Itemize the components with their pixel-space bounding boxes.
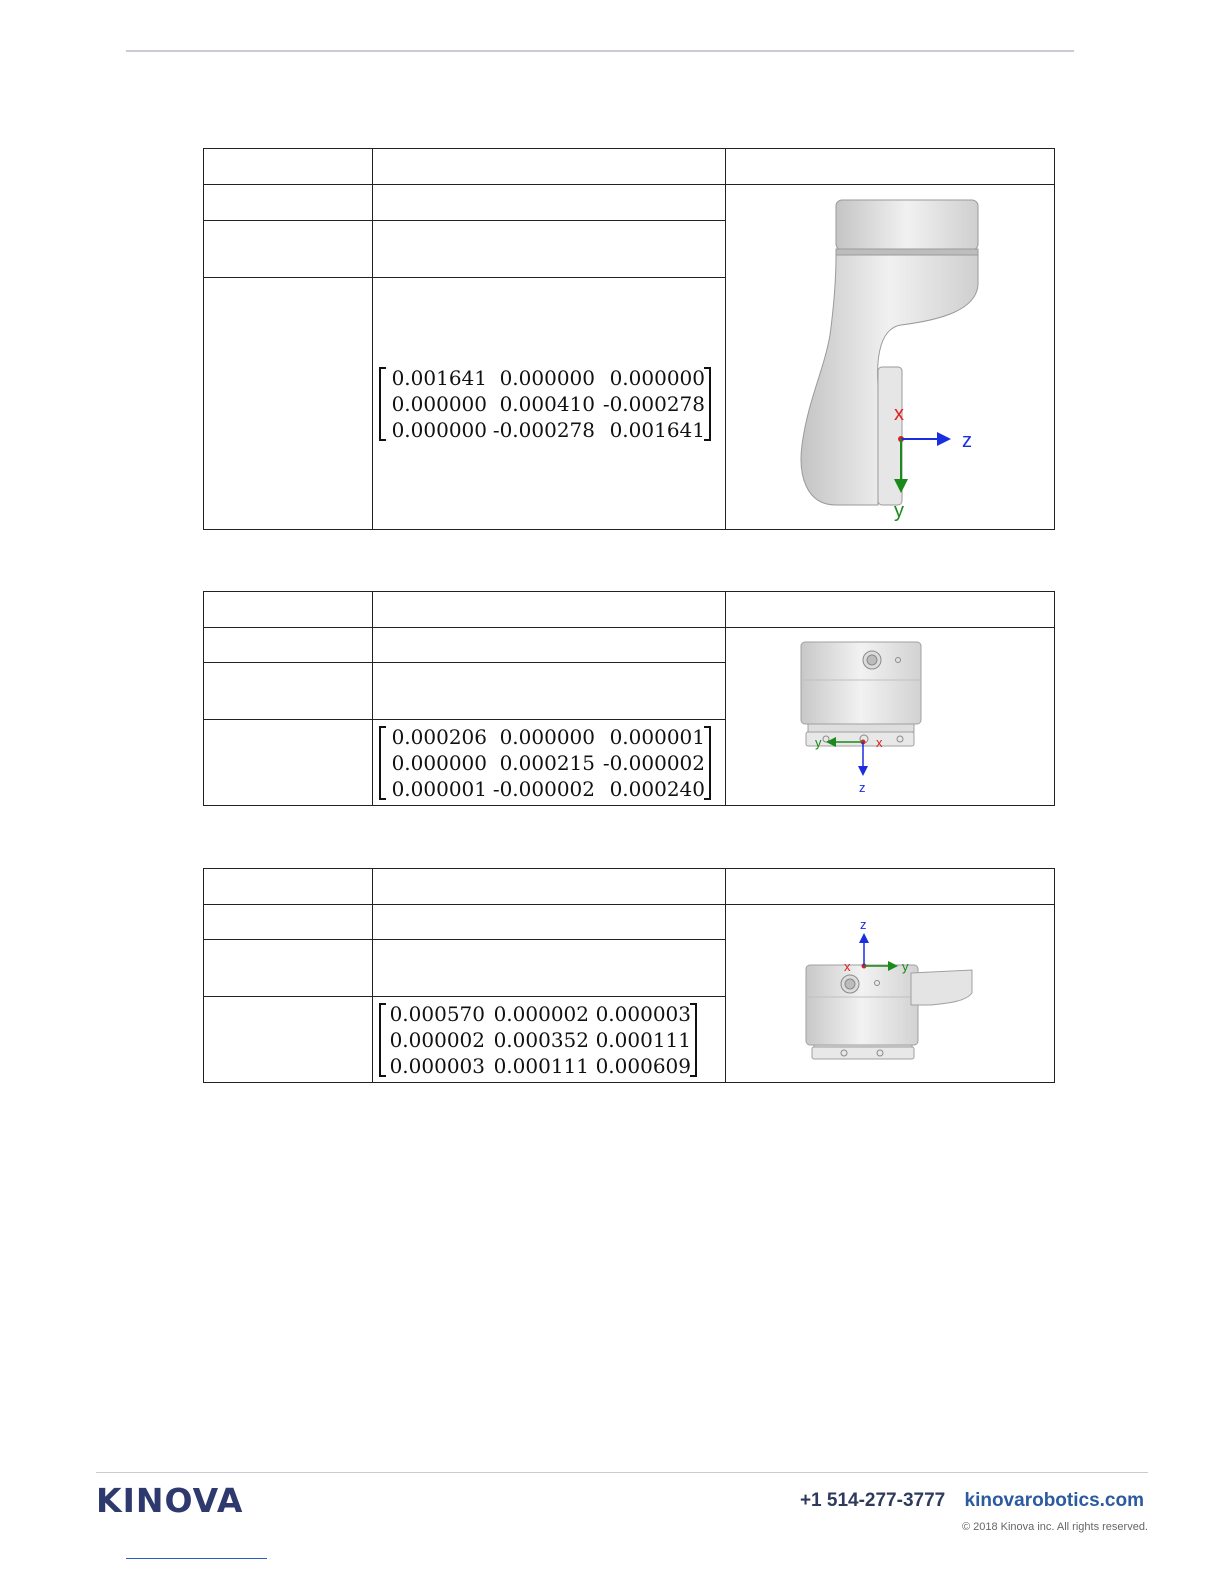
inertia-matrix (379, 724, 711, 802)
table-cell (373, 628, 726, 663)
link-image-cell (726, 185, 1055, 530)
matrix-row (389, 776, 705, 802)
table-cell (373, 905, 726, 940)
table-cell (204, 185, 373, 221)
matrix-value: 0.000609 (595, 1053, 691, 1078)
matrix-value: 0.001641 (391, 365, 487, 390)
matrix-row (389, 417, 705, 443)
matrix-value: 0.000206 (391, 724, 487, 749)
table-header-cell (726, 869, 1055, 905)
matrix-value: 0.000410 (499, 391, 595, 416)
matrix-value: 0.000352 (493, 1027, 589, 1052)
inertia-matrix (379, 365, 711, 443)
hyperlink-underline[interactable] (126, 1558, 267, 1559)
matrix-value: 0.000002 (389, 1027, 485, 1052)
matrix-value: 0.000000 (499, 724, 595, 749)
link-properties-table-1 (203, 148, 1055, 530)
matrix-value: 0.000000 (391, 391, 487, 416)
table-header-cell (204, 592, 373, 628)
table-cell (204, 221, 373, 278)
link-2-image (726, 628, 1054, 806)
matrix-value: 0.000003 (595, 1001, 691, 1026)
table-header-cell (204, 149, 373, 185)
logo-text: KINOVA (96, 1484, 244, 1518)
inertia-matrix-cell (373, 278, 726, 530)
matrix-row (389, 1001, 691, 1027)
z-axis-arrowhead (859, 933, 869, 943)
link-image-cell (726, 628, 1055, 806)
y-axis-label: y (894, 500, 904, 522)
x-axis-label: x (876, 735, 883, 750)
matrix-value: 0.000000 (609, 365, 705, 390)
matrix-row (389, 724, 705, 750)
header-rule (126, 50, 1074, 52)
link-1-image (726, 185, 1054, 530)
table-cell (204, 663, 373, 720)
z-axis-arrowhead (937, 432, 951, 446)
inertia-matrix (379, 1001, 697, 1079)
y-axis-label: y (815, 735, 822, 750)
kinova-logo (96, 1484, 266, 1522)
matrix-value: 0.000111 (493, 1053, 589, 1078)
table-header-cell (373, 592, 726, 628)
matrix-value: 0.000215 (499, 750, 595, 775)
table-cell (373, 940, 726, 997)
matrix-row (389, 391, 705, 417)
z-axis-label: z (859, 780, 866, 795)
matrix-row (389, 750, 705, 776)
table-cell (373, 663, 726, 720)
matrix-row (389, 1053, 691, 1079)
table-header-cell (726, 592, 1055, 628)
z-axis-arrowhead (858, 766, 868, 776)
table-cell (373, 221, 726, 278)
table-header-cell (726, 149, 1055, 185)
matrix-row (389, 365, 705, 391)
footer-rule (96, 1472, 1148, 1473)
footer-website-link[interactable]: kinovarobotics.com (964, 1490, 1144, 1511)
footer-contact (800, 1490, 1144, 1512)
matrix-row (389, 1027, 691, 1053)
table-cell (204, 905, 373, 940)
matrix-value: 0.000001 (609, 724, 705, 749)
link-properties-table-2 (203, 591, 1055, 806)
matrix-value: -0.000278 (602, 391, 705, 416)
matrix-value: -0.000278 (492, 417, 595, 442)
matrix-value: -0.000002 (492, 776, 595, 801)
matrix-value: 0.000570 (389, 1001, 485, 1026)
table-cell (373, 185, 726, 221)
z-axis-label: z (962, 430, 972, 452)
footer-phone: +1 514-277-3777 (799, 1490, 946, 1511)
inertia-matrix-cell (373, 997, 726, 1083)
z-axis-label: z (860, 917, 867, 932)
footer-copyright: © 2018 Kinova inc. All rights reserved. (961, 1521, 1148, 1533)
table-cell (204, 940, 373, 997)
link-image-cell (726, 905, 1055, 1083)
table-cell (204, 278, 373, 530)
table-header-cell (373, 149, 726, 185)
table-header-cell (373, 869, 726, 905)
matrix-value: 0.000000 (391, 750, 487, 775)
x-axis-label: x (844, 959, 851, 974)
matrix-value: 0.001641 (609, 417, 705, 442)
matrix-value: 0.000111 (595, 1027, 691, 1052)
matrix-value: 0.000002 (493, 1001, 589, 1026)
inertia-matrix-cell (373, 720, 726, 806)
matrix-value: 0.000001 (391, 776, 487, 801)
matrix-value: 0.000240 (609, 776, 705, 801)
matrix-value: 0.000000 (499, 365, 595, 390)
link-properties-table-3 (203, 868, 1055, 1083)
y-axis-label: y (902, 959, 909, 974)
table-cell (204, 628, 373, 663)
matrix-value: -0.000002 (602, 750, 705, 775)
x-axis-label: x (894, 403, 904, 425)
table-header-cell (204, 869, 373, 905)
table-cell (204, 997, 373, 1083)
matrix-value: 0.000003 (389, 1053, 485, 1078)
matrix-value: 0.000000 (391, 417, 487, 442)
link-3-image (726, 905, 1054, 1083)
table-cell (204, 720, 373, 806)
